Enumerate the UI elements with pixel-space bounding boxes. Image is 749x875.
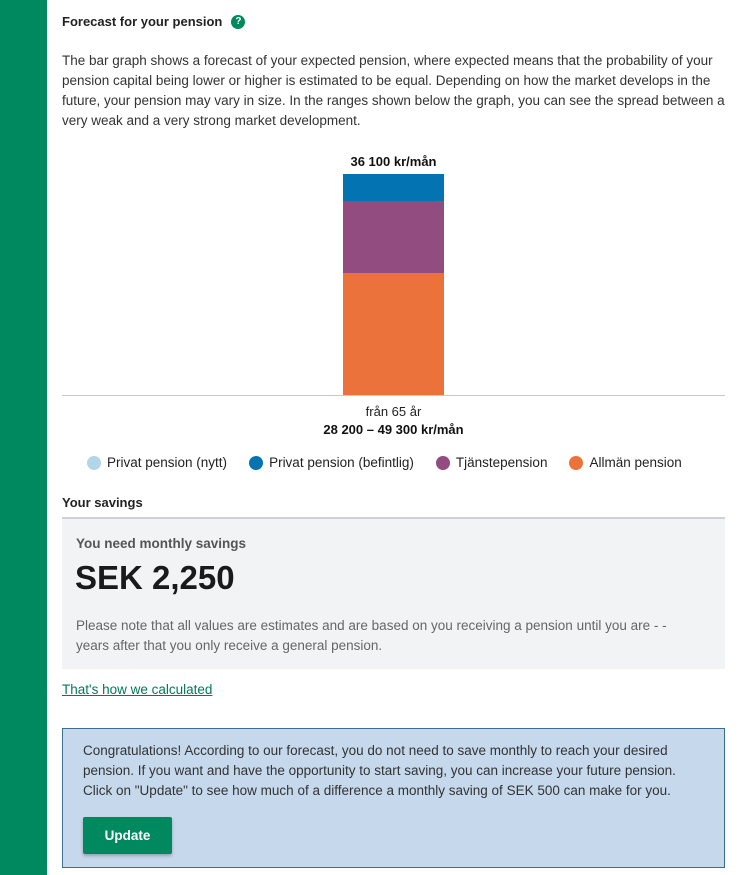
legend-label: Privat pension (nytt) <box>107 455 228 470</box>
calculation-link[interactable]: That's how we calculated <box>62 682 213 697</box>
legend-item-tjanstepension <box>436 455 548 470</box>
bar-segment-privat-pension-befintlig <box>343 174 444 201</box>
savings-note: Please note that all values are estimates and are based on you receiving a pension until you are - - years after that you only receive a general pension. <box>76 618 667 653</box>
legend-item-privat-befintlig <box>249 455 414 470</box>
legend-dot-icon <box>436 456 450 470</box>
side-accent-bar <box>0 0 47 875</box>
bar-segment-allmän-pension <box>343 273 444 395</box>
update-button[interactable]: Update <box>83 817 172 854</box>
bar-segment-tjänstepension <box>343 201 444 273</box>
chart-total-label: 36 100 kr/mån <box>350 154 437 169</box>
legend-label: Privat pension (befintlig) <box>269 455 414 470</box>
savings-panel <box>62 517 725 669</box>
legend-dot-icon <box>249 456 263 470</box>
savings-label: You need monthly savings <box>76 536 247 551</box>
forecast-intro: The bar graph shows a forecast of your expected pension, where expected means that the probability of your pension capital being lower or higher is estimated to be equal. Depending on how the market develops in the future, your pension may vary in size. In the ranges shown below the graph, you can see the spread between a very weak and a very strong market development. <box>62 53 725 128</box>
savings-amount: SEK 2,250 <box>75 559 235 596</box>
legend-label: Allmän pension <box>589 455 682 470</box>
forecast-title: Forecast for your pension <box>62 14 223 29</box>
info-panel <box>62 728 725 868</box>
chart-range-label: 28 200 – 49 300 kr/mån <box>323 422 464 437</box>
legend-label: Tjänstepension <box>455 455 548 470</box>
chart-category-label: från 65 år <box>365 404 422 419</box>
savings-title: Your savings <box>62 495 143 510</box>
forecast-heading <box>62 14 245 29</box>
legend-dot-icon <box>569 456 583 470</box>
chart-baseline <box>62 395 725 396</box>
legend-dot-icon <box>87 456 101 470</box>
legend-item-allman <box>569 455 681 470</box>
pension-chart <box>62 150 725 445</box>
legend-item-privat-nytt <box>87 455 227 470</box>
question-icon[interactable]: ? <box>231 15 245 29</box>
info-text: Congratulations! According to our forecast, you do not need to save monthly to reach your desired pension. If you want and have the opportunity to start saving, you can increase your future pension. Click on "Update" to see how much of a difference a monthly saving of SEK 500 can make for you. <box>83 743 676 798</box>
chart-legend <box>87 455 704 470</box>
